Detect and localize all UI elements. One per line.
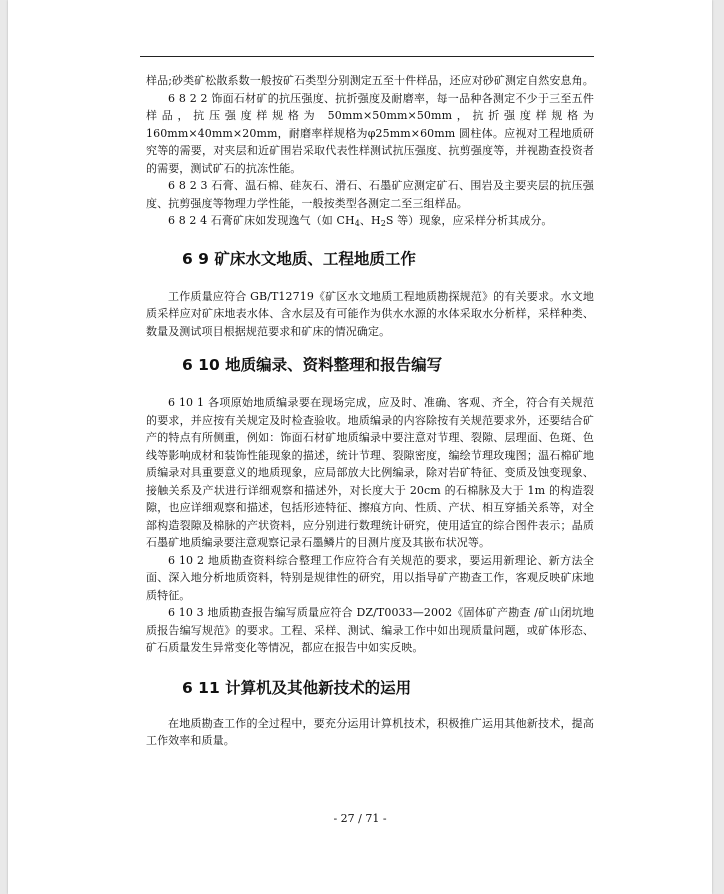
document-page xyxy=(8,0,712,894)
paragraph-6102: 6 10 2 地质勘查资料综合整理工作应符合有关规范的要求，要运用新理论、新方法全面、深入地分析地质资料，特别是规律性的研究，用以指导矿产勘查工作，客观反映矿床地质特征。 xyxy=(146,553,594,602)
p6824-text-1: 6 8 2 4 石膏矿床如发现逸气（如 CH xyxy=(168,214,355,227)
page-number: - 27 / 71 - xyxy=(333,812,387,825)
section-heading-6-11: 6 11 计算机及其他新技术的运用 xyxy=(182,678,412,697)
page-content xyxy=(146,72,594,750)
section-heading-6-9: 6 9 矿床水文地质、工程地质工作 xyxy=(182,249,416,268)
paragraph-6822: 6 8 2 2 饰面石材矿的抗压强度、抗折强度及耐磨率，每一品种各测定不少于三至五件样品，抗压强度样规格为 50mm×50mm×50mm，抗折强度样规格为 160mm×40mm×20mm，耐磨率样规格为φ25mm×60mm 圆柱体。应视对工程地质研究等的需要，对夹层和近矿围岩采取代表性样测试抗压强度、抗剪强度等，并视勘查投资者的需要，测试矿石的抗冻性能。 xyxy=(146,91,594,175)
p6824-text-2: 、H xyxy=(359,214,381,227)
paragraph-6103: 6 10 3 地质勘查报告编写质量应符合 DZ/T0033—2002《固体矿产勘查 /矿山闭坑地质报告编写规范》的要求。工程、采样、测试、编录工作中如出现质量问题，或矿体形态、矿石质量发生异常变化等情况，都应在报告中如实反映。 xyxy=(146,606,594,654)
paragraph-6-9: 工作质量应符合 GB/T12719《矿区水文地质工程地质勘探规范》的有关要求。水文地质采样应对矿床地表水体、含水层及有可能作为供水水源的水体采取水分析样，采样种类、数量及测试项目根据规范要求和矿床的情况确定。 xyxy=(146,289,594,338)
header-rule xyxy=(140,56,594,57)
paragraph-intro: 样品;砂类矿松散系数一般按矿石类型分别测定五至十件样品，还应对砂矿测定自然安息角。 xyxy=(146,74,594,87)
paragraph-6101: 6 10 1 各项原始地质编录要在现场完成，应及时、准确、客观、齐全，符合有关规范的要求，并应按有关规定及时检查验收。地质编录的内容除按有关规范要求外，还要结合矿产的特点有所侧重，例如：饰面石材矿地质编录中要注意对节理、裂隙、层理面、色斑、色线等影响成材和装饰性能现象的描述，统计节理、裂隙密度，编绘节理玫瑰图；温石棉矿地质编录对具重要意义的地质现象，应局部放大比例编录，除对岩矿特征、变质及蚀变现象、接触关系及产状进行详细观察和描述外，对长度大于 20cm 的石棉脉及大于 1m 的构造裂隙，也应详细观察和描述，包括形迹特征、擦痕方向、性质、产状、相互穿插关系等，对全部构造裂隙及棉脉的产状资料，应分别进行数理统计研究，使用适宜的综合图件表示；晶质石墨矿地质编录要注意观察记录石墨鳞片的目测片度及其嵌布状况等。 xyxy=(146,396,594,549)
p6824-subscript-1: 4 xyxy=(354,219,360,228)
p6824-subscript-2: 2 xyxy=(380,219,386,228)
paragraph-6824 xyxy=(146,212,594,230)
p6824-text-3: S 等）现象，应采样分析其成分。 xyxy=(385,214,553,227)
section-heading-6-10: 6 10 地质编录、资料整理和报告编写 xyxy=(182,356,443,374)
paragraph-6823: 6 8 2 3 石膏、温石棉、硅灰石、滑石、石墨矿应测定矿石、围岩及主要夹层的抗压强度、抗剪强度等物理力学性能，一般按类型各测定二至三组样品。 xyxy=(146,179,594,210)
paragraph-6-11: 在地质勘查工作的全过程中，要充分运用计算机技术，积极推广运用其他新技术，提高工作效率和质量。 xyxy=(146,716,594,747)
